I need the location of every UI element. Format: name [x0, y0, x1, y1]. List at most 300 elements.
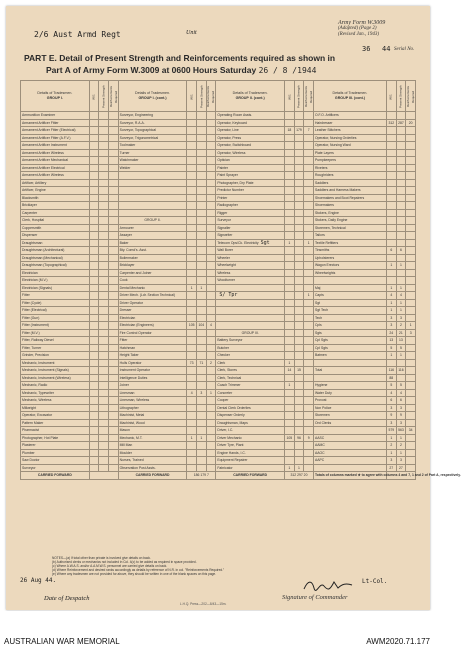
count-cell	[187, 179, 197, 187]
trade-label: Watchmaker	[118, 157, 187, 165]
signature-label: Signature of Commander	[282, 594, 348, 601]
trade-label: Dental Mechanic	[118, 284, 187, 292]
count-cell	[294, 247, 304, 255]
count-cell	[187, 329, 197, 337]
count-cell	[197, 427, 207, 435]
count-cell: 1	[294, 464, 304, 472]
trade-label: Fitter (Instrument)	[21, 322, 90, 330]
count-cell	[396, 179, 406, 187]
non-tradesman-count	[406, 464, 416, 472]
trade-label: Electrician (Signals)	[21, 284, 90, 292]
trade-label: Mechanic, Instrument (Signals)	[21, 367, 90, 375]
count-cell	[187, 367, 197, 375]
non-tradesman-count: 1	[386, 284, 396, 292]
trade-label: Draughtsman (Architectural)	[21, 247, 90, 255]
count-cell	[109, 262, 119, 270]
count-cell: 287	[398, 120, 404, 125]
non-tradesman-count: 4	[386, 292, 396, 300]
count-cell	[89, 427, 99, 435]
trade-label: Electrician	[21, 269, 90, 277]
count-cell: 15	[294, 367, 304, 375]
trade-label: Tailors	[313, 232, 386, 240]
count-cell	[285, 157, 295, 165]
count-cell	[187, 442, 197, 450]
count-cell	[406, 209, 416, 217]
count-cell	[304, 299, 314, 307]
note-line: (d) Where Reinforcement and desired ranks accordingly as details by reference of N.R. in col. "Reinforcements Required."	[52, 568, 225, 572]
count-cell	[109, 322, 119, 330]
count-cell	[294, 232, 304, 240]
non-tradesman-count	[406, 284, 416, 292]
count-cell	[406, 172, 416, 180]
non-tradesman-label: Total	[313, 367, 386, 375]
form-id: Army Form W.3009	[338, 20, 386, 26]
count-cell	[99, 202, 109, 210]
count-cell	[294, 209, 304, 217]
count-cell	[109, 119, 119, 127]
count-cell	[304, 134, 314, 142]
trade-label: Dispenser Orderly	[216, 412, 285, 420]
count-cell	[304, 254, 314, 262]
trade-label: Tinsmiths	[313, 247, 386, 255]
trade-label: Armament Artificer Wireless	[21, 149, 90, 157]
trade-label: Wheelwrights	[313, 269, 386, 277]
non-tradesman-count: 1	[396, 449, 406, 457]
trade-label: Turner	[118, 149, 187, 157]
count-cell	[406, 247, 416, 255]
trade-label: Operator, Keyboard	[216, 119, 285, 127]
count-cell	[386, 277, 396, 285]
count-cell	[99, 262, 109, 270]
count-cell	[187, 344, 197, 352]
non-tradesman-label: Cpl Sgts	[313, 344, 386, 352]
count-cell	[99, 149, 109, 157]
count-cell	[294, 389, 304, 397]
count-cell	[99, 179, 109, 187]
count-cell	[197, 457, 207, 465]
non-tradesman-count: 1	[406, 322, 416, 330]
trade-label: Electrician	[118, 314, 187, 322]
trade-label: Surveyor	[21, 464, 90, 472]
count-cell	[285, 209, 295, 217]
count-cell	[197, 277, 207, 285]
non-tradesman-count	[406, 442, 416, 450]
count-cell	[89, 382, 99, 390]
count-cell	[99, 299, 109, 307]
count-cell	[197, 344, 207, 352]
trade-label: Mechanic, Wireless	[21, 397, 90, 405]
group-label: GROUP III. (cont.)	[334, 96, 365, 100]
count-cell	[197, 247, 207, 255]
trade-label	[118, 194, 187, 202]
count-cell	[187, 149, 197, 157]
carried-forward-label: CARRIED FORWARD	[216, 472, 285, 480]
count-cell	[197, 194, 207, 202]
count-cell	[396, 187, 406, 195]
count-cell	[386, 164, 396, 172]
count-cell	[109, 397, 119, 405]
trade-label: Operating Room Assts.	[216, 112, 285, 120]
count-cell	[206, 404, 216, 412]
count-cell	[89, 217, 99, 225]
column-header: Reinforcements Required	[304, 81, 314, 112]
table-row	[21, 314, 416, 322]
count-cell	[294, 134, 304, 142]
non-tradesman-count: 1	[396, 307, 406, 315]
note-line: (e) Where any tradesmen are not provided for above, they should be written in one of the blank spaces on this page.	[52, 572, 217, 576]
trade-label: Nurses, Trained	[118, 457, 187, 465]
trade-label: Coach Trimmer	[216, 382, 285, 390]
count-cell	[285, 337, 295, 345]
count-cell	[386, 187, 396, 195]
count-cell	[396, 172, 406, 180]
count-cell	[206, 119, 216, 127]
count-cell	[99, 367, 109, 375]
count-cell	[187, 134, 197, 142]
count-cell	[206, 149, 216, 157]
count-cell	[386, 239, 396, 247]
count-cell	[109, 419, 119, 427]
trade-label: Clerk, Stores	[216, 367, 285, 375]
non-tradesman-count	[406, 344, 416, 352]
non-tradesman-count	[396, 374, 406, 382]
non-tradesman-count	[406, 404, 416, 412]
count-cell	[89, 389, 99, 397]
table-row	[21, 322, 416, 330]
count-cell	[197, 397, 207, 405]
trade-label: Photographer, Dry Plate	[216, 179, 285, 187]
trade-label: Mill Man	[118, 442, 187, 450]
trade-label: Wall Borer	[216, 247, 285, 255]
count-cell	[99, 307, 109, 315]
count-cell	[99, 277, 109, 285]
non-tradesman-label	[313, 427, 386, 435]
count-cell	[294, 269, 304, 277]
trade-label: Artificer, Engine	[21, 187, 90, 195]
form-adapted: (Adapted) (Page 2)	[338, 26, 377, 31]
count-cell	[206, 247, 216, 255]
count-cell	[285, 179, 295, 187]
trade-label	[118, 179, 187, 187]
count-cell	[99, 134, 109, 142]
carried-forward-label: CARRIED FORWARD	[118, 472, 187, 480]
count-cell	[89, 307, 99, 315]
count-cell	[285, 389, 295, 397]
non-tradesman-count: 2	[396, 442, 406, 450]
count-cell	[99, 412, 109, 420]
non-tradesman-count: 5	[396, 382, 406, 390]
count-cell	[304, 284, 314, 292]
page-title	[24, 52, 419, 76]
count-cell	[396, 254, 406, 262]
count-cell	[406, 164, 416, 172]
non-tradesman-count: 34	[406, 427, 416, 435]
count-cell	[109, 134, 119, 142]
count-cell	[304, 337, 314, 345]
trade-label: Hatchman	[118, 344, 187, 352]
table-row	[21, 194, 416, 202]
trade-name: Telecom Ops/Ck. Electricity	[217, 240, 259, 245]
count-cell	[406, 224, 416, 232]
count-cell	[304, 457, 314, 465]
non-tradesman-count	[406, 449, 416, 457]
count-cell	[386, 112, 396, 120]
count-cell	[197, 149, 207, 157]
count-cell	[294, 164, 304, 172]
trade-label: Engine Hands, I.C.	[216, 449, 285, 457]
count-cell	[285, 299, 295, 307]
count-cell	[109, 427, 119, 435]
non-tradesman-count: 5	[386, 382, 396, 390]
count-cell	[109, 254, 119, 262]
non-tradesman-count	[386, 359, 396, 367]
non-tradesman-label: Batmen	[313, 352, 386, 360]
trade-label: Pharmacist	[21, 427, 90, 435]
trade-label: Fire Control Operator	[118, 329, 187, 337]
table-row	[21, 179, 416, 187]
count-cell	[109, 277, 119, 285]
printer-line: L.H.Q. Press—202—8/43—15m.	[180, 602, 227, 606]
trade-label: Machinist, Wood	[118, 419, 187, 427]
trade-label: Printer	[216, 194, 285, 202]
count-cell	[187, 419, 197, 427]
non-tradesman-label: AASC	[313, 434, 386, 442]
trade-label: Fitter (Gun)	[21, 314, 90, 322]
trade-label: Saw Doctor	[21, 457, 90, 465]
count-cell	[197, 442, 207, 450]
unit-value: 2/6 Aust Armd Regt	[34, 30, 121, 39]
table-row	[21, 397, 416, 405]
count-cell	[197, 367, 207, 375]
count-cell	[386, 202, 396, 210]
non-tradesman-count: 116	[396, 367, 406, 375]
trade-label	[216, 284, 285, 292]
non-tradesman-count: 3	[396, 419, 406, 427]
count-cell	[294, 179, 304, 187]
count-cell	[294, 419, 304, 427]
non-tradesman-count: 1	[396, 434, 406, 442]
trade-label: Saddlers	[313, 179, 386, 187]
trade-label: Operator, Excavator	[21, 412, 90, 420]
column-header: Present Strength	[99, 81, 109, 112]
count-cell	[304, 112, 314, 120]
carried-forward-total	[89, 472, 118, 480]
count-cell	[285, 352, 295, 360]
count-cell	[206, 307, 216, 315]
trade-label: Optician	[216, 157, 285, 165]
count-cell	[197, 187, 207, 195]
trade-label: Plasterer	[21, 442, 90, 450]
count-cell	[99, 404, 109, 412]
count-cell	[109, 464, 119, 472]
count-cell	[285, 374, 295, 382]
trade-label: Operator, Line	[216, 127, 285, 135]
count-cell	[99, 359, 109, 367]
count-cell	[187, 427, 197, 435]
count-cell	[396, 112, 406, 120]
count-cell	[294, 239, 304, 247]
count-cell	[109, 164, 119, 172]
count-cell	[294, 194, 304, 202]
count-cell	[304, 172, 314, 180]
non-tradesman-label: Tech	[313, 314, 386, 322]
trade-label: Draughtsman (Mechanical)	[21, 254, 90, 262]
table-row	[21, 172, 416, 180]
count-cell	[206, 254, 216, 262]
count-cell	[187, 277, 197, 285]
count-cell	[109, 172, 119, 180]
count-cell	[304, 367, 314, 375]
count-cell	[109, 389, 119, 397]
trade-label: Toolmaker	[118, 142, 187, 150]
count-cell	[89, 352, 99, 360]
table-row	[21, 442, 416, 450]
count-cell	[285, 134, 295, 142]
non-tradesman-label: Storemen	[313, 412, 386, 420]
trade-label: Roughriders	[313, 172, 386, 180]
note-line: (b) Authorised clerks or mechanics not included in Col. 4(c) to be added as required in space provided.	[52, 560, 197, 564]
count-cell	[294, 254, 304, 262]
count-cell	[89, 172, 99, 180]
count-cell	[304, 389, 314, 397]
count-cell	[197, 127, 207, 135]
trade-label: Plumber	[21, 449, 90, 457]
count-cell	[396, 149, 406, 157]
non-tradesman-count: 579	[388, 428, 395, 433]
trade-label: Clerk	[216, 359, 285, 367]
table-row	[21, 404, 416, 412]
table-row	[21, 247, 416, 255]
count-cell	[304, 187, 314, 195]
non-tradesman-count: 116	[386, 367, 396, 375]
non-tradesman-count: 4	[396, 292, 406, 300]
non-tradesman-count: 6	[396, 397, 406, 405]
trade-label: Concreter	[216, 389, 285, 397]
trade-label: Upholsterers	[313, 254, 386, 262]
trade-label	[118, 209, 187, 217]
table-row	[21, 232, 416, 240]
count-cell	[304, 412, 314, 420]
count-cell	[197, 382, 207, 390]
non-tradesman-label	[313, 359, 386, 367]
count-cell	[304, 149, 314, 157]
count-cell	[187, 247, 197, 255]
count-cell	[294, 314, 304, 322]
count-cell	[386, 172, 396, 180]
count-cell	[206, 232, 216, 240]
trade-label: Dispenser	[21, 232, 90, 240]
non-tradesman-label: Maj	[313, 284, 386, 292]
trade-label: Plate Layers	[313, 149, 386, 157]
count-cell	[406, 187, 416, 195]
count-cell	[406, 217, 416, 225]
count-cell	[89, 344, 99, 352]
notes-block	[52, 556, 412, 576]
trade-label: Mechanic, Instrument (Wireless)	[21, 374, 90, 382]
count-cell	[99, 119, 109, 127]
count-cell	[304, 374, 314, 382]
trade-label: Armament Artificer Wireless	[21, 172, 90, 180]
count-cell	[206, 419, 216, 427]
non-tradesman-count: 1	[386, 299, 396, 307]
count-cell	[187, 217, 197, 225]
count-cell	[109, 329, 119, 337]
count-cell	[206, 172, 216, 180]
table-row	[21, 329, 416, 337]
count-cell	[109, 382, 119, 390]
trade-label: Operator, Switchboard	[216, 142, 285, 150]
count-cell: 312	[388, 120, 395, 125]
trade-label	[313, 277, 386, 285]
count-cell	[197, 337, 207, 345]
count-cell	[206, 352, 216, 360]
count-cell	[187, 404, 197, 412]
table-row	[21, 112, 416, 120]
serial-label: Serial No.	[394, 47, 415, 52]
count-cell	[109, 374, 119, 382]
count-cell	[109, 157, 119, 165]
count-cell	[304, 322, 314, 330]
count-cell	[294, 322, 304, 330]
count-cell	[99, 127, 109, 135]
non-tradesman-label: Hygiene	[313, 382, 386, 390]
trade-label: Electrician (Engineers)	[118, 322, 187, 330]
trade-label: Driver Tyre, Plant	[216, 442, 285, 450]
count-cell	[99, 194, 109, 202]
count-cell	[187, 337, 197, 345]
trade-label: GROUP III.	[216, 329, 285, 337]
trade-label: Riveters	[313, 164, 386, 172]
count-cell	[197, 224, 207, 232]
trade-label: Photographer, Hot Plate	[21, 434, 90, 442]
count-cell	[294, 382, 304, 390]
count-cell	[285, 232, 295, 240]
count-cell	[304, 382, 314, 390]
trade-label: Wheelwright	[216, 262, 285, 270]
count-cell: 18	[285, 127, 295, 135]
trade-label: Surveyor, R.A.A.	[118, 119, 187, 127]
count-cell	[285, 292, 295, 300]
non-tradesman-count	[406, 314, 416, 322]
trade-label: Grinder, Precision	[21, 352, 90, 360]
count-cell: 105	[286, 435, 293, 440]
commander-rank: Lt-Col.	[362, 578, 388, 585]
count-cell	[197, 307, 207, 315]
table-row	[21, 217, 416, 225]
count-cell	[109, 284, 119, 292]
count-cell	[304, 157, 314, 165]
count-cell	[294, 172, 304, 180]
count-cell	[285, 202, 295, 210]
note-line: NOTES—(a) If total other than private is involved give details on back.	[52, 556, 151, 560]
trade-label: Hulls Operator	[118, 359, 187, 367]
count-cell	[109, 412, 119, 420]
title-line-1: PART E. Detail of Present Strength and Reinforcements required as shown in	[24, 53, 336, 63]
table-row	[21, 292, 416, 300]
count-cell	[206, 374, 216, 382]
non-tradesman-count: 3	[386, 419, 396, 427]
column-header: Reinforcements Required	[109, 81, 119, 112]
count-cell	[187, 172, 197, 180]
count-cell	[285, 284, 295, 292]
count-cell	[197, 254, 207, 262]
count-cell	[396, 127, 406, 135]
count-cell	[89, 359, 99, 367]
count-cell	[187, 164, 197, 172]
trade-label: Storemen, Technical	[313, 224, 386, 232]
non-tradesman-count: 21	[396, 329, 406, 337]
count-cell	[197, 419, 207, 427]
